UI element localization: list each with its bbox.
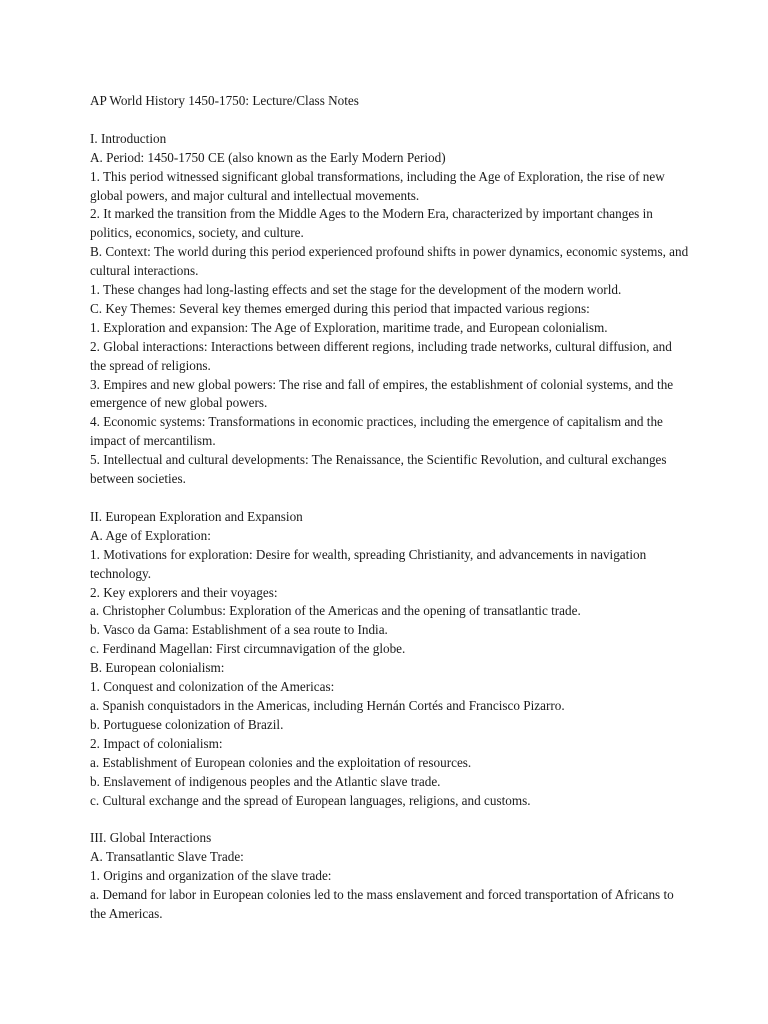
text-line: b. Portuguese colonization of Brazil. <box>90 716 284 732</box>
document-body <box>90 92 690 924</box>
text-line: 2. It marked the transition from the Middle Ages to the Modern Era, characterized by important changes in politics, economics, society, and culture. <box>90 206 653 241</box>
text-line: 1. Conquest and colonization of the Americas: <box>90 679 335 695</box>
text-line: 2. Key explorers and their voyages: <box>90 584 278 600</box>
text-line: 1. Motivations for exploration: Desire for wealth, spreading Christianity, and advancements in navigation technology. <box>90 546 647 581</box>
section-heading: I. Introduction <box>90 130 167 146</box>
text-line: b. Vasco da Gama: Establishment of a sea route to India. <box>90 622 388 638</box>
text-line: A. Transatlantic Slave Trade: <box>90 849 244 865</box>
blank-line <box>90 489 690 508</box>
text-line: A. Age of Exploration: <box>90 527 211 543</box>
text-line: 5. Intellectual and cultural developments: The Renaissance, the Scientific Revolution, and cultural exchanges between societies. <box>90 452 667 487</box>
text-line: b. Enslavement of indigenous peoples and the Atlantic slave trade. <box>90 773 441 789</box>
text-line: c. Cultural exchange and the spread of European languages, religions, and customs. <box>90 792 531 808</box>
document-title: AP World History 1450-1750: Lecture/Class Notes <box>90 93 359 108</box>
blank-line <box>90 810 690 829</box>
text-line: 3. Empires and new global powers: The rise and fall of empires, the establishment of colonial systems, and the emergence of new global powers. <box>90 376 674 411</box>
text-line: a. Spanish conquistadors in the Americas, including Hernán Cortés and Francisco Pizarro. <box>90 697 565 713</box>
text-line: A. Period: 1450-1750 CE (also known as the Early Modern Period) <box>90 149 446 165</box>
text-line: C. Key Themes: Several key themes emerged during this period that impacted various regions: <box>90 300 590 316</box>
text-line: 1. Exploration and expansion: The Age of Exploration, maritime trade, and European colonialism. <box>90 319 608 335</box>
text-line: 1. This period witnessed significant global transformations, including the Age of Exploration, the rise of new global powers, and major cultural and intellectual movements. <box>90 168 665 203</box>
text-line: 2. Global interactions: Interactions between different regions, including trade networks, cultural diffusion, and the spread of religions. <box>90 338 672 373</box>
text-line: c. Ferdinand Magellan: First circumnavigation of the globe. <box>90 641 406 657</box>
text-line: 2. Impact of colonialism: <box>90 735 223 751</box>
blank-line <box>90 111 690 130</box>
text-line: B. European colonialism: <box>90 660 225 676</box>
text-line: 4. Economic systems: Transformations in economic practices, including the emergence of capitalism and the impact of mercantilism. <box>90 414 663 449</box>
text-line: 1. Origins and organization of the slave trade: <box>90 868 332 884</box>
section-heading: II. European Exploration and Expansion <box>90 508 303 524</box>
text-line: 1. These changes had long-lasting effects and set the stage for the development of the modern world. <box>90 282 622 298</box>
text-line: a. Establishment of European colonies and the exploitation of resources. <box>90 754 472 770</box>
text-line: B. Context: The world during this period experienced profound shifts in power dynamics, economic systems, and cultural interactions. <box>90 244 689 279</box>
text-line: a. Christopher Columbus: Exploration of the Americas and the opening of transatlantic trade. <box>90 603 581 619</box>
text-line: a. Demand for labor in European colonies led to the mass enslavement and forced transportation of Africans to the Americas. <box>90 887 674 921</box>
section-heading: III. Global Interactions <box>90 830 212 846</box>
